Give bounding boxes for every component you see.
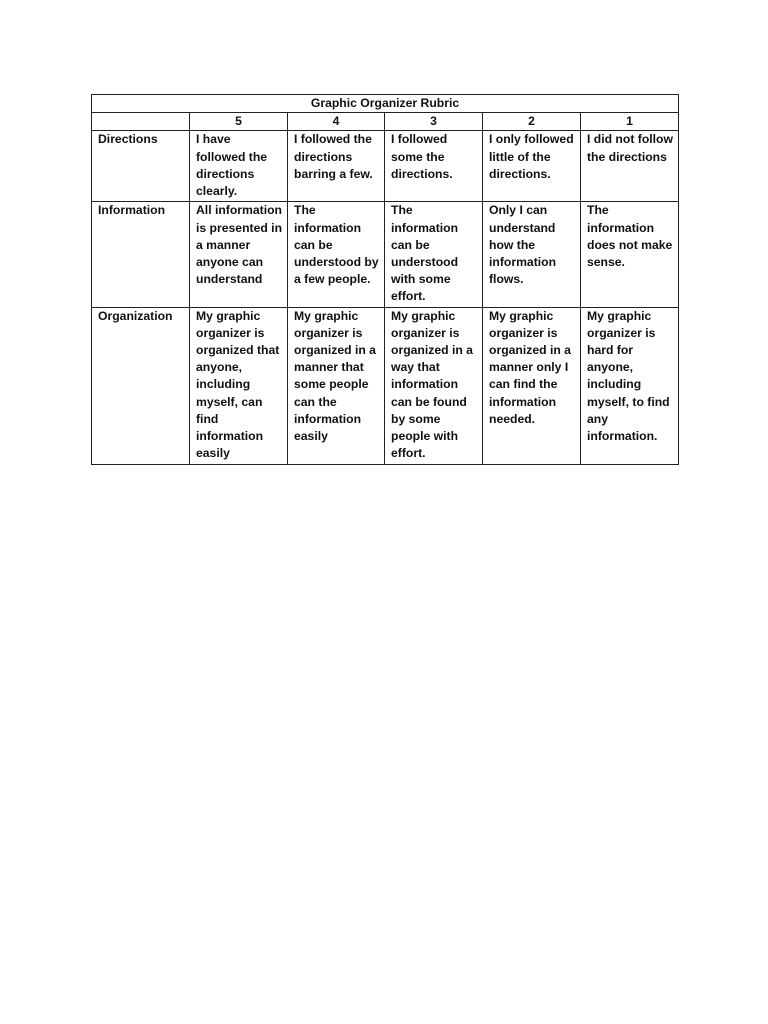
rubric-cell: Only I can understand how the information flows. (483, 202, 581, 307)
rubric-cell: My graphic organizer is organized in a way that information can be found by some people with effort. (385, 307, 483, 464)
rubric-cell: All information is presented in a manner anyone can understand (190, 202, 288, 307)
rubric-cell: I have followed the directions clearly. (190, 131, 288, 202)
table-row-information (92, 202, 679, 307)
score-header-1: 1 (581, 113, 679, 131)
criterion-label: Information (92, 202, 190, 307)
criterion-label: Organization (92, 307, 190, 464)
score-header-row (92, 113, 679, 131)
table-row-directions (92, 131, 679, 202)
rubric-table (91, 94, 679, 465)
rubric-cell: I did not follow the directions (581, 131, 679, 202)
score-header-5: 5 (190, 113, 288, 131)
score-header-4: 4 (288, 113, 385, 131)
rubric-cell: My graphic organizer is organized that anyone, including myself, can find information easily (190, 307, 288, 464)
rubric-cell: I followed some the directions. (385, 131, 483, 202)
rubric-cell: My graphic organizer is organized in a manner only I can find the information needed. (483, 307, 581, 464)
rubric-cell: My graphic organizer is hard for anyone, including myself, to find any information. (581, 307, 679, 464)
title-row (92, 95, 679, 113)
rubric-cell: I followed the directions barring a few. (288, 131, 385, 202)
score-header-blank (92, 113, 190, 131)
rubric-cell: The information can be understood with some effort. (385, 202, 483, 307)
table-title: Graphic Organizer Rubric (92, 95, 679, 113)
table-row-organization (92, 307, 679, 464)
rubric-cell: The information can be understood by a few people. (288, 202, 385, 307)
rubric-cell: I only followed little of the directions. (483, 131, 581, 202)
criterion-label: Directions (92, 131, 190, 202)
rubric-cell: The information does not make sense. (581, 202, 679, 307)
rubric-cell: My graphic organizer is organized in a manner that some people can the information easily (288, 307, 385, 464)
score-header-3: 3 (385, 113, 483, 131)
score-header-2: 2 (483, 113, 581, 131)
